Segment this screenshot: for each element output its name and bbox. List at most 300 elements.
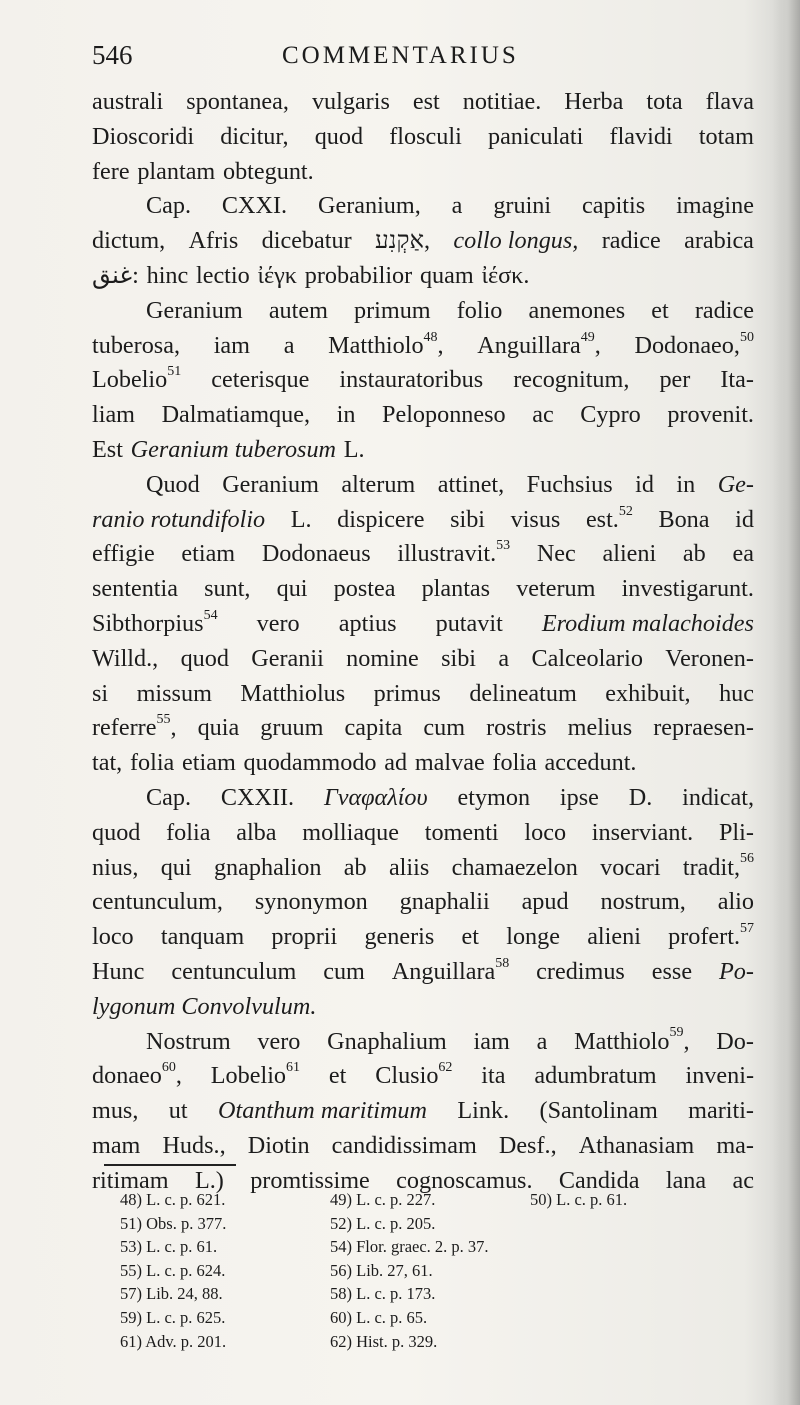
word xyxy=(375,224,430,259)
text-line xyxy=(92,955,754,990)
word-text: Quod xyxy=(146,470,200,498)
word xyxy=(211,1059,300,1094)
word xyxy=(683,537,706,572)
word-text: flavidi xyxy=(609,122,673,150)
text-line xyxy=(92,1059,754,1094)
word-text: cum xyxy=(423,714,466,742)
word xyxy=(537,1025,548,1060)
word-text: a xyxy=(283,331,295,359)
word-text: alieni xyxy=(602,540,657,568)
word xyxy=(92,816,140,851)
word xyxy=(438,468,505,503)
word xyxy=(344,433,365,468)
word xyxy=(441,642,476,677)
word-text: etiam xyxy=(182,749,236,777)
word xyxy=(214,329,250,364)
word xyxy=(622,572,754,607)
word xyxy=(324,781,428,816)
word-text: inveni- xyxy=(685,1062,754,1090)
word xyxy=(488,120,583,155)
word xyxy=(718,885,754,920)
text-line xyxy=(92,711,754,746)
word-text: sunt, xyxy=(204,575,251,603)
word xyxy=(450,503,485,538)
word-text: , xyxy=(175,1062,182,1090)
word xyxy=(344,851,367,886)
text-line xyxy=(92,537,754,572)
footnote: 62) Hist. p. 329. xyxy=(330,1331,438,1351)
word xyxy=(506,920,560,955)
word-text: Hunc xyxy=(92,957,145,985)
footnote-ref: 61 xyxy=(286,1060,301,1076)
word-text: investigarunt. xyxy=(621,575,754,603)
text-line xyxy=(92,120,754,155)
word xyxy=(719,955,754,990)
text-line xyxy=(92,920,754,955)
word-text: mariti- xyxy=(688,1097,754,1125)
word-text: gnaphalii xyxy=(399,888,490,916)
word-text: in xyxy=(336,401,356,429)
word xyxy=(222,189,287,224)
word xyxy=(635,468,654,503)
word-text: sibi xyxy=(441,644,477,672)
word-text: quod xyxy=(314,122,364,150)
word xyxy=(92,1094,138,1129)
word xyxy=(146,294,243,329)
word-text: ma- xyxy=(716,1131,754,1159)
word-text: Bona xyxy=(658,505,710,533)
text-line xyxy=(92,155,754,190)
footnote: 58) L. c. p. 173. xyxy=(330,1284,436,1304)
word xyxy=(244,746,377,781)
word-text: Athanasiam xyxy=(578,1131,695,1159)
word xyxy=(582,189,645,224)
word-text: Cypro xyxy=(580,401,641,429)
footnote-ref: 52 xyxy=(618,503,633,519)
word xyxy=(602,537,656,572)
word xyxy=(92,851,138,886)
word-text: longe xyxy=(506,923,560,951)
word-text: Dioscoridi xyxy=(92,122,195,150)
word xyxy=(339,363,483,398)
footnote-ref: 48 xyxy=(423,329,438,345)
word-text: dictum, xyxy=(92,227,166,255)
word xyxy=(92,955,144,990)
word-text: missum xyxy=(136,679,212,707)
footnote-ref: 50 xyxy=(739,329,754,345)
word-text: CXXII. xyxy=(220,783,295,811)
text-line xyxy=(92,781,754,816)
text-line xyxy=(92,294,754,329)
word xyxy=(453,224,578,259)
word-text: notitiae. xyxy=(462,88,542,115)
word-text: profert. xyxy=(668,923,740,951)
word xyxy=(354,294,431,329)
italic-term: collo longus, xyxy=(453,227,579,255)
word-text: referre xyxy=(92,714,157,742)
word xyxy=(534,1059,656,1094)
footnote-separator xyxy=(104,1164,236,1166)
word-text: quod xyxy=(92,818,141,846)
footnote: 51) Obs. p. 377. xyxy=(120,1213,227,1233)
word xyxy=(629,781,653,816)
text-line xyxy=(92,572,754,607)
word xyxy=(651,294,668,329)
word xyxy=(587,920,641,955)
footnote-row xyxy=(120,1330,760,1354)
word-text: gruum xyxy=(260,714,324,742)
word-text: iam xyxy=(213,331,250,359)
word-text: Do- xyxy=(716,1027,754,1055)
word-text: iam xyxy=(473,1027,510,1055)
word-text: Afris xyxy=(188,227,239,255)
word-text: chamaezelon xyxy=(451,853,578,881)
word xyxy=(389,120,462,155)
word xyxy=(659,363,690,398)
word-text: vulgaris xyxy=(311,88,390,115)
word xyxy=(92,677,108,712)
word xyxy=(463,85,542,120)
word-text: etymon xyxy=(457,783,531,811)
word xyxy=(92,920,134,955)
word-text: centunculum xyxy=(171,957,297,985)
word-text: flava xyxy=(705,88,754,115)
footnote-row xyxy=(120,1306,760,1330)
word-text: aliis xyxy=(388,853,430,881)
word-text: instauratoribus xyxy=(339,366,484,394)
word-text: adumbratum xyxy=(534,1062,657,1090)
word xyxy=(169,1094,188,1129)
word xyxy=(218,1094,427,1129)
text-line xyxy=(92,607,754,642)
word-text: L.) xyxy=(194,1166,224,1194)
word xyxy=(542,607,754,642)
word-text: accedunt. xyxy=(544,749,637,777)
word-text: primum xyxy=(354,296,431,324)
word-text: vocari xyxy=(600,853,661,881)
word-text: , xyxy=(437,331,444,359)
word-text: folia xyxy=(129,749,175,777)
word-text: indicat, xyxy=(682,783,754,811)
word xyxy=(257,259,297,294)
word xyxy=(92,572,178,607)
word-text: ac xyxy=(532,401,554,429)
word-text: , xyxy=(170,714,177,742)
word-text: radice xyxy=(694,296,754,324)
word xyxy=(397,537,510,572)
word-text: Ita- xyxy=(720,366,754,394)
word xyxy=(600,851,660,886)
footnote: 55) L. c. p. 624. xyxy=(120,1260,226,1280)
word xyxy=(271,920,337,955)
footnote: 60) L. c. p. 65. xyxy=(330,1307,428,1327)
word xyxy=(452,851,578,886)
word-text: Diotin xyxy=(247,1131,310,1159)
word-text: obtegunt. xyxy=(222,157,314,185)
word xyxy=(536,955,625,990)
word-text: Link. xyxy=(457,1097,510,1125)
word xyxy=(332,1129,477,1164)
footnote-ref: 58 xyxy=(495,955,510,971)
word xyxy=(695,294,754,329)
word-text: Fuchsius xyxy=(526,470,613,498)
word-text: tanquam xyxy=(160,923,245,951)
word-text: aptius xyxy=(338,609,397,637)
word xyxy=(92,642,158,677)
word xyxy=(400,885,490,920)
word xyxy=(699,120,754,155)
word xyxy=(516,572,595,607)
word-text: veterum xyxy=(516,575,596,603)
word xyxy=(92,398,135,433)
word-text: D. xyxy=(628,783,653,811)
word-text: paniculati xyxy=(487,122,584,150)
word xyxy=(211,363,309,398)
word-text: Cap. xyxy=(146,783,192,811)
italic-term: Geranium tuberosum xyxy=(130,435,337,463)
word xyxy=(236,816,276,851)
word-text: , xyxy=(683,1027,690,1055)
word-text: Peloponneso xyxy=(382,401,506,429)
word-text: CXXI. xyxy=(221,192,288,220)
text-line xyxy=(92,990,754,1025)
word-text: Veronen- xyxy=(665,644,754,672)
footnote-row xyxy=(120,1259,760,1283)
text-line xyxy=(92,1129,754,1164)
word-text: lana xyxy=(665,1166,707,1194)
word xyxy=(262,537,371,572)
word-text: australi xyxy=(92,88,164,115)
text-line xyxy=(92,259,754,294)
word xyxy=(92,329,180,364)
word-text: provenit. xyxy=(667,401,754,429)
word xyxy=(498,642,509,677)
footnote-ref: 54 xyxy=(203,607,218,623)
word xyxy=(131,433,336,468)
word xyxy=(676,468,695,503)
word xyxy=(251,642,324,677)
word xyxy=(384,746,407,781)
word xyxy=(735,503,754,538)
word xyxy=(532,398,553,433)
word xyxy=(162,398,310,433)
word xyxy=(181,537,235,572)
word xyxy=(329,1059,346,1094)
text-line xyxy=(92,468,754,503)
word xyxy=(198,711,240,746)
word-text: ea xyxy=(732,540,754,568)
word xyxy=(688,1094,754,1129)
word-text: capita xyxy=(344,714,403,742)
word-text: exhibuit, xyxy=(605,679,691,707)
footnote: 59) L. c. p. 625. xyxy=(120,1307,226,1327)
word xyxy=(284,329,295,364)
word-text: id xyxy=(635,470,654,498)
word-text: tomenti xyxy=(424,818,499,846)
word xyxy=(146,1025,231,1060)
word-text: tota xyxy=(646,88,683,115)
word-text: quam xyxy=(419,261,474,289)
word-text: synonymon xyxy=(254,888,368,916)
word xyxy=(312,85,390,120)
footnote-row xyxy=(120,1282,760,1306)
word-text: per xyxy=(659,366,691,394)
footnote: 54) Flor. graec. 2. p. 37. xyxy=(330,1237,489,1257)
footnote-ref: 53 xyxy=(496,538,511,554)
word xyxy=(182,746,236,781)
word-text: postea xyxy=(333,575,396,603)
word-text: gnaphalion xyxy=(213,853,322,881)
word xyxy=(560,781,599,816)
italic-term: Po- xyxy=(719,957,754,985)
italic-term: lygonum Convolvulum. xyxy=(92,992,317,1020)
word xyxy=(137,677,212,712)
word xyxy=(305,259,412,294)
word xyxy=(634,329,753,364)
text-line xyxy=(92,398,754,433)
word xyxy=(92,711,176,746)
word xyxy=(682,781,754,816)
word-text: radice xyxy=(601,227,661,255)
word-text: huc xyxy=(719,679,754,707)
main-text xyxy=(92,85,754,1199)
word-text: autem xyxy=(268,296,328,324)
word xyxy=(422,572,491,607)
word xyxy=(392,955,509,990)
word xyxy=(302,816,399,851)
word xyxy=(564,85,623,120)
word xyxy=(420,259,474,294)
word-text: Desf., xyxy=(498,1131,557,1159)
word-text: غنق: xyxy=(92,261,139,289)
word xyxy=(499,1129,557,1164)
word xyxy=(665,642,754,677)
word xyxy=(92,85,163,120)
word-text: Matthiolo xyxy=(328,331,424,359)
word-text: candidissimam xyxy=(331,1131,477,1159)
word xyxy=(469,677,576,712)
word xyxy=(667,398,754,433)
word xyxy=(364,920,434,955)
word xyxy=(374,677,441,712)
text-line xyxy=(92,1025,754,1060)
word-text: melius xyxy=(567,714,633,742)
word-text: putavit xyxy=(435,609,503,637)
word-text: cognoscamus. xyxy=(396,1166,533,1194)
word xyxy=(162,1129,225,1164)
word-text: flosculi xyxy=(389,122,462,150)
word-text: recognitum, xyxy=(513,366,630,394)
footnote-ref: 59 xyxy=(669,1025,684,1041)
word-text: totam xyxy=(698,122,754,150)
page-header xyxy=(92,40,742,80)
word xyxy=(315,120,363,155)
word xyxy=(537,537,576,572)
footnote-row xyxy=(120,1235,760,1259)
footnote: 57) Lib. 24, 88. xyxy=(120,1284,223,1304)
text-line xyxy=(92,85,754,120)
word xyxy=(716,1129,754,1164)
word-text: ac xyxy=(732,1166,754,1194)
word-text: anemones xyxy=(528,296,626,324)
word xyxy=(92,1129,140,1164)
word-text: donaeo xyxy=(92,1062,162,1090)
word-text: credimus xyxy=(536,957,625,985)
word-text: ita xyxy=(481,1062,506,1090)
word xyxy=(257,607,300,642)
word-text: cum xyxy=(323,957,365,985)
word-text: plantas xyxy=(421,575,491,603)
word xyxy=(257,1025,300,1060)
word-text: esse xyxy=(651,957,693,985)
word xyxy=(334,572,396,607)
word-text: Pli- xyxy=(718,818,754,846)
word xyxy=(574,1025,689,1060)
word xyxy=(658,503,709,538)
word xyxy=(166,816,210,851)
footnote-ref: 56 xyxy=(740,851,754,867)
text-line xyxy=(92,642,754,677)
footnote: 48) L. c. p. 621. xyxy=(120,1190,226,1209)
word-text: plantam xyxy=(137,157,216,185)
word-text: nomine xyxy=(346,644,419,672)
word-text: tradit, xyxy=(682,853,740,881)
italic-term: ranio rotundifolio xyxy=(92,505,266,533)
word-text: nius, xyxy=(92,853,139,881)
word-text: folio xyxy=(456,296,503,324)
word xyxy=(181,642,229,677)
word xyxy=(171,955,296,990)
word-text: a xyxy=(536,1027,548,1055)
word-text: ipse xyxy=(559,783,599,811)
text-line xyxy=(92,816,754,851)
word xyxy=(137,155,215,190)
word-text: Anguillara xyxy=(477,331,581,359)
word xyxy=(382,398,506,433)
word-text: Matthiolo xyxy=(574,1027,670,1055)
word xyxy=(214,851,321,886)
word xyxy=(339,607,397,642)
word-text: ἰέσκ. xyxy=(481,261,530,289)
word xyxy=(486,711,546,746)
word-text: Gnaphalium xyxy=(327,1027,447,1055)
word-text: alio xyxy=(717,888,754,916)
word-text: Calceolario xyxy=(531,644,643,672)
word-text: ritimam xyxy=(92,1166,169,1194)
word-text: , xyxy=(594,331,601,359)
word xyxy=(586,503,633,538)
word-text: a xyxy=(498,644,510,672)
word-text: et xyxy=(461,923,479,951)
footnote-ref: 60 xyxy=(161,1060,176,1076)
word xyxy=(528,294,625,329)
text-line xyxy=(92,189,754,224)
word xyxy=(92,885,223,920)
word xyxy=(220,120,288,155)
word xyxy=(277,572,308,607)
text-line xyxy=(92,363,754,398)
word-text: L. xyxy=(290,505,312,533)
text-line xyxy=(92,433,754,468)
word-text: fere xyxy=(92,157,130,185)
word-text: Geranium xyxy=(146,296,243,324)
word-text: generis xyxy=(364,923,435,951)
word xyxy=(204,572,250,607)
word-text: Herba xyxy=(564,88,624,115)
word xyxy=(544,746,636,781)
italic-term: Γναφαλίου xyxy=(323,783,428,811)
word xyxy=(481,259,529,294)
